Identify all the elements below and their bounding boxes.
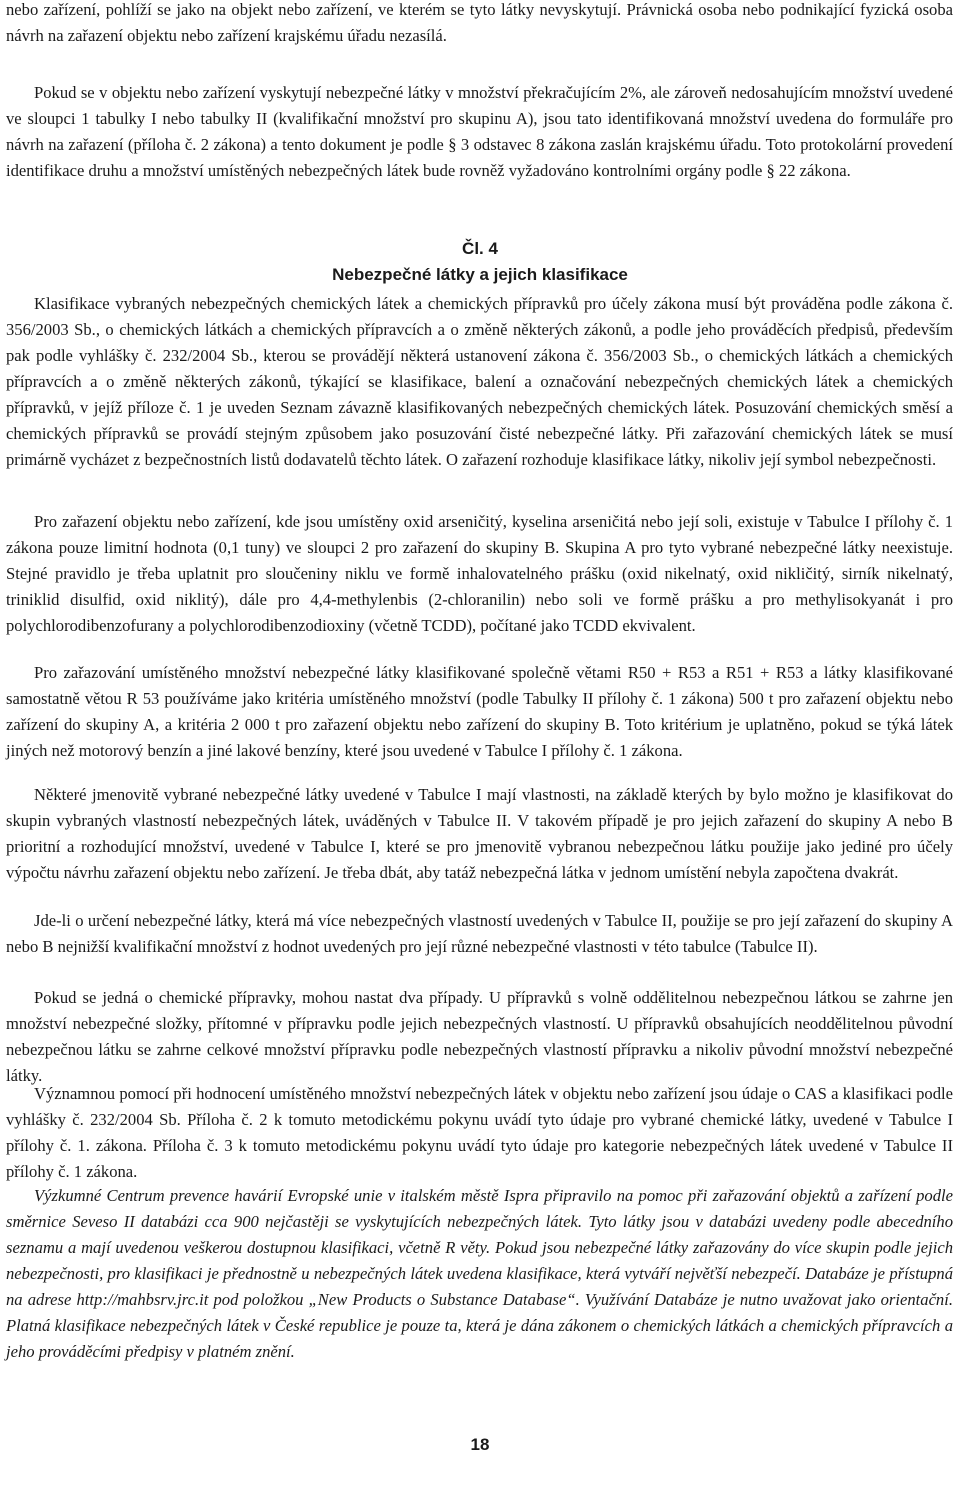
paragraph-9-italic: Výzkumné Centrum prevence havárií Evropské unie v italském městě Ispra připravilo na pomoc při zařazování objektů a zařízení podle směrnice Seveso II databázi cca 900 nejčastěji se vyskytujících nebezpečných látek. Tyto látky jsou v databázi uvedeny podle abecedního seznamu a mají uvedenou veškerou dostupnou klasifikaci, včetně R věty. Pokud jsou nebezpečné látky zařazovány do více skupin podle jejich nebezpečnosti, pro klasifikaci je přednostně u nebezpečných látek uvedena klasifikace, která vytváří nejvěťší nebezpečí. Databáze je přístupná na adrese http://mahbsrv.jrc.it pod položkou „New Products o Substance Database“. Využívání Databáze je nutno uvažovat jako orientační. Platná klasifikace nebezpečných látek v České republice je pouze ta, která je dána zákonem o chemických látkách a chemických přípravcích a jeho prováděcími předpisy v platném znění.: [6, 1186, 953, 1361]
paragraph-7: Pokud se jedná o chemické přípravky, mohou nastat dva případy. U přípravků s volně oddělitelnou nebezpečnou látkou se zahrne jen množství nebezpečné složky, přítomné v přípravku podle jejich nebezpečných vlastností. U přípravků obsahujících neoddělitelnou původní nebezpečnou látku se zahrne celkové množství přípravku podle nebezpečných vlastností přípravku a nikoliv původní množství nebezpečné látky.: [6, 988, 953, 1085]
article-number: Čl. 4: [462, 239, 498, 258]
paragraph-6: Jde-li o určení nebezpečné látky, která má více nebezpečných vlastností uvedených v Tabulce II, použije se pro její zařazení do skupiny A nebo B nejnižší kvalifikační množství z hodnot uvedených pro její různé nebezpečné vlastnosti v této tabulce (Tabulce II).: [6, 911, 953, 956]
paragraph-5: Některé jmenovitě vybrané nebezpečné látky uvedené v Tabulce I mají vlastnosti, na základě kterých by bylo možno je klasifikovat do skupin vybraných vlastností nebezpečných látek, uváděných v Tabulce II. V takovém případě je pro jejich zařazení do skupiny A nebo B prioritní a rozhodující množství, uvedené v Tabulce I, které se pro jmenovitě vybranou nebezpečnou látku použije jako jediné pro účely výpočtu návrhu zařazení objektu nebo zařízení. Je třeba dbát, aby tatáž nebezpečná látka v jednom umístění nebyla započtena dvakrát.: [6, 785, 953, 882]
paragraph-4: Pro zařazování umístěného množství nebezpečné látky klasifikované společně větami R50 + R53 a R51 + R53 a látky klasifikované samostatně větou R 53 používáme jako kritéria umístěného množství (podle Tabulky II přílohy č. 1 zákona) 500 t pro zařazení objektu nebo zařízení do skupiny A, a kritéria 2 000 t pro zařazení objektu nebo zařízení do skupiny B. Toto kritérium je uplatněno, pokud se týká látek jiných než motorový benzín a jiné lakové benzíny, které jsou uvedené v Tabulce I přílohy č. 1 zákona.: [6, 663, 953, 760]
article-title: Nebezpečné látky a jejich klasifikace: [332, 265, 628, 284]
paragraph-2: Klasifikace vybraných nebezpečných chemických látek a chemických přípravků pro účely zákona musí být prováděna podle zákona č. 356/2003 Sb., o chemických látkách a chemických přípravcích a o změně některých zákonů, a podle jeho prováděcích předpisů, především pak podle vyhlášky č. 232/2004 Sb., kterou se provádějí některá ustanovení zákona č. 356/2003 Sb., o chemických látkách a chemických přípravcích a o změně některých zákonů, týkající se klasifikace, balení a označování nebezpečných chemických látek a chemických přípravků, v jejíž příloze č. 1 je uveden Seznam závazně klasifikovaných nebezpečných chemických látek. Posuzování chemických směsí a chemických přípravků se provádí stejným způsobem jako posuzování čisté nebezpečné látky. Při zařazování chemických látek se musí primárně vycházet z bezpečnostních listů dodavatelů těchto látek. O zařazení rozhoduje klasifikace látky, nikoliv její symbol nebezpečnosti.: [6, 294, 953, 469]
paragraph-1: Pokud se v objektu nebo zařízení vyskytují nebezpečné látky v množství překračujícím 2%, ale zároveň nedosahujícím množství uvedené ve sloupci 1 tabulky I nebo tabulky II (kvalifikační množství pro skupinu A), jsou tato identifikovaná množství uvedena do formuláře pro návrh na zařazení (příloha č. 2 zákona) a tento dokument je podle § 3 odstavec 8 zákona zaslán krajskému úřadu. Toto protokolární provedení identifikace druhu a množství umístěných nebezpečných látek bude rovněž vyžadováno kontrolními orgány podle § 22 zákona.: [6, 83, 953, 180]
paragraph-8: Významnou pomocí při hodnocení umístěného množství nebezpečných látek v objektu nebo zařízení jsou údaje o CAS a klasifikaci podle vyhlášky č. 232/2004 Sb. Příloha č. 2 k tomuto metodickému pokynu uvádí tyto údaje pro vybrané chemické látky, uvedené v Tabulce I přílohy č. 1. zákona. Příloha č. 3 k tomuto metodickému pokynu uvádí tyto údaje pro kategorie nebezpečných látek uvedené v Tabulce II přílohy č. 1 zákona.: [6, 1084, 953, 1181]
page-number: 18: [470, 1435, 490, 1454]
paragraph-3: Pro zařazení objektu nebo zařízení, kde jsou umístěny oxid arseničitý, kyselina arseničitá nebo její soli, existuje v Tabulce I přílohy č. 1 zákona pouze limitní hodnota (0,1 tuny) ve sloupci 2 pro zařazení do skupiny B. Skupina A pro tyto vybrané nebezpečné látky neexistuje. Stejné pravidlo je třeba uplatnit pro sloučeniny niklu ve formě inhalovatelného prášku (oxid nikelnatý, oxid nikličitý, sirník nikelnatý, triniklid disulfid, oxid niklitý), dále pro 4,4-methylenbis (2-chloranilin) nebo soli ve formě prášku a pro methylisokyanát i pro polychlorodibenzofurany a polychlorodibenzodioxiny (včetně TCDD), počítané jako TCDD ekvivalent.: [6, 512, 953, 635]
intro-paragraph: nebo zařízení, pohlíží se jako na objekt nebo zařízení, ve kterém se tyto látky nevyskytují. Právnická osoba nebo podnikající fyzická osoba návrh na zařazení objektu nebo zařízení krajskému úřadu nezasílá.: [6, 0, 953, 45]
